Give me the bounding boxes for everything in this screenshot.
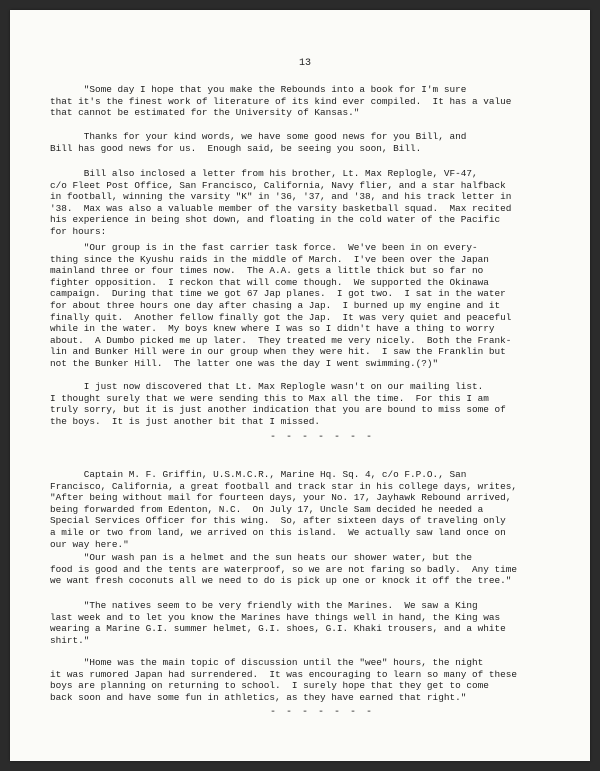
text-line: a mile or two from land, we arrived on this island. We actually saw land once on (50, 526, 506, 538)
paragraph-p9 (50, 657, 560, 703)
text-line: "Our wash pan is a helmet and the sun heats our shower water, but the (50, 552, 472, 563)
text-line: for about three hours one day after chasing a Jap. I burned up my engine and it (50, 299, 501, 311)
text-line: the boys. It is just another bit that I missed. (50, 415, 321, 427)
text-line: mainland three or four times now. The A.A. gets a little thick but so far no (50, 265, 484, 277)
text-line: truly sorry, but it is just another indication that you are bound to miss some of (50, 404, 506, 416)
text-line: his experience in being shot down, and floating in the cold water of the Pacific (50, 214, 501, 226)
text-line: Bill has good news for us. Enough said, be seeing you soon, Bill. (50, 142, 422, 154)
text-line: in football, winning the varsity "K" in '36, '37, and '38, and his track letter in (50, 191, 512, 203)
paragraph-p7 (50, 552, 560, 587)
paragraph-p8 (50, 600, 560, 646)
paragraph-p1 (50, 84, 560, 119)
page-number: 13 (298, 58, 311, 69)
paragraph-p6 (50, 469, 560, 550)
text-line: being forwarded from Edenton, N.C. On July 17, Uncle Sam decided he needed a (50, 503, 484, 515)
text-line: for hours: (50, 225, 107, 237)
text-line: Francisco, California, a great football and track star in his college days, writes, (50, 480, 517, 492)
text-line: that it's the finest work of literature of its kind ever compiled. It has a value (50, 95, 512, 107)
text-line: c/o Fleet Post Office, San Francisco, California, Navy flier, and a star halfback (50, 179, 506, 191)
paragraph-p3 (50, 168, 560, 238)
text-line: lin and Bunker Hill were in our group when they were hit. I saw the Franklin but (50, 346, 506, 358)
text-line: we want fresh coconuts all we need to do is pick up one or knock it off the tree." (50, 575, 512, 587)
text-line: Bill also inclosed a letter from his brother, Lt. Max Replogle, VF-47, (50, 168, 478, 179)
text-line: Thanks for your kind words, we have some good news for you Bill, and (50, 131, 467, 142)
text-line: Captain M. F. Griffin, U.S.M.C.R., Marine Hq. Sq. 4, c/o F.P.O., San (50, 469, 467, 480)
text-line: I just now discovered that Lt. Max Replogle wasn't on our mailing list. (50, 381, 484, 392)
text-line: boys are planning on returning to school. I surely hope that they get to come (50, 680, 489, 692)
text-line: our way here." (50, 538, 129, 550)
text-line: "The natives seem to be very friendly with the Marines. We saw a King (50, 600, 478, 611)
text-line: I thought surely that we were sending this to Max all the time. For this I am (50, 392, 489, 404)
section-separator: - - - - - - - (270, 707, 375, 718)
text-line: it was rumored Japan had surrendered. It was encouraging to learn so many of these (50, 668, 517, 680)
text-line: food is good and the tents are waterproof, so we are not faring so badly. Any time (50, 563, 517, 575)
paragraph-p4 (50, 242, 560, 370)
text-line: "Home was the main topic of discussion until the "wee" hours, the night (50, 657, 484, 668)
text-line: shirt." (50, 634, 90, 646)
section-separator: - - - - - - - (270, 432, 375, 443)
text-line: that cannot be estimated for the University of Kansas." (50, 107, 360, 119)
text-line: Special Services Officer for this wing. So, after sixteen days of traveling only (50, 515, 506, 527)
text-line: "Our group is in the fast carrier task force. We've been in on every- (50, 242, 478, 253)
text-line: "Some day I hope that you make the Rebounds into a book for I'm sure (50, 84, 467, 95)
paragraph-p2 (50, 131, 560, 154)
text-line: not the Bunker Hill. The latter one was the day I went swimming.(?)" (50, 357, 439, 369)
paragraph-p5 (50, 381, 560, 427)
text-line: "After being without mail for fourteen days, your No. 17, Jayhawk Rebound arrived, (50, 492, 512, 504)
text-line: thing since the Kyushu raids in the middle of March. I've been over the Japan (50, 253, 489, 265)
text-line: '38. Max was also a valuable member of the varsity basketball squad. Max recited (50, 202, 512, 214)
document-page (10, 10, 590, 761)
text-line: campaign. During that time we got 67 Jap planes. I got two. I sat in the water (50, 288, 506, 300)
text-line: while in the water. My boys knew where I was so I didn't have a thing to worry (50, 323, 495, 335)
text-line: back soon and have some fun in athletics, as they have earned that right." (50, 691, 467, 703)
text-line: fighter opposition. I reckon that will come though. We supported the Okinawa (50, 276, 489, 288)
text-line: finally quit. Another fellow finally got the Jap. It was very quiet and peaceful (50, 311, 512, 323)
text-line: about. A Dumbo picked me up later. They treated me very nicely. Both the Frank- (50, 334, 512, 346)
text-line: last week and to let you know the Marines have things well in hand, the King was (50, 611, 501, 623)
text-line: wearing a Marine G.I. summer helmet, G.I. shoes, G.I. Khaki trousers, and a white (50, 623, 506, 635)
